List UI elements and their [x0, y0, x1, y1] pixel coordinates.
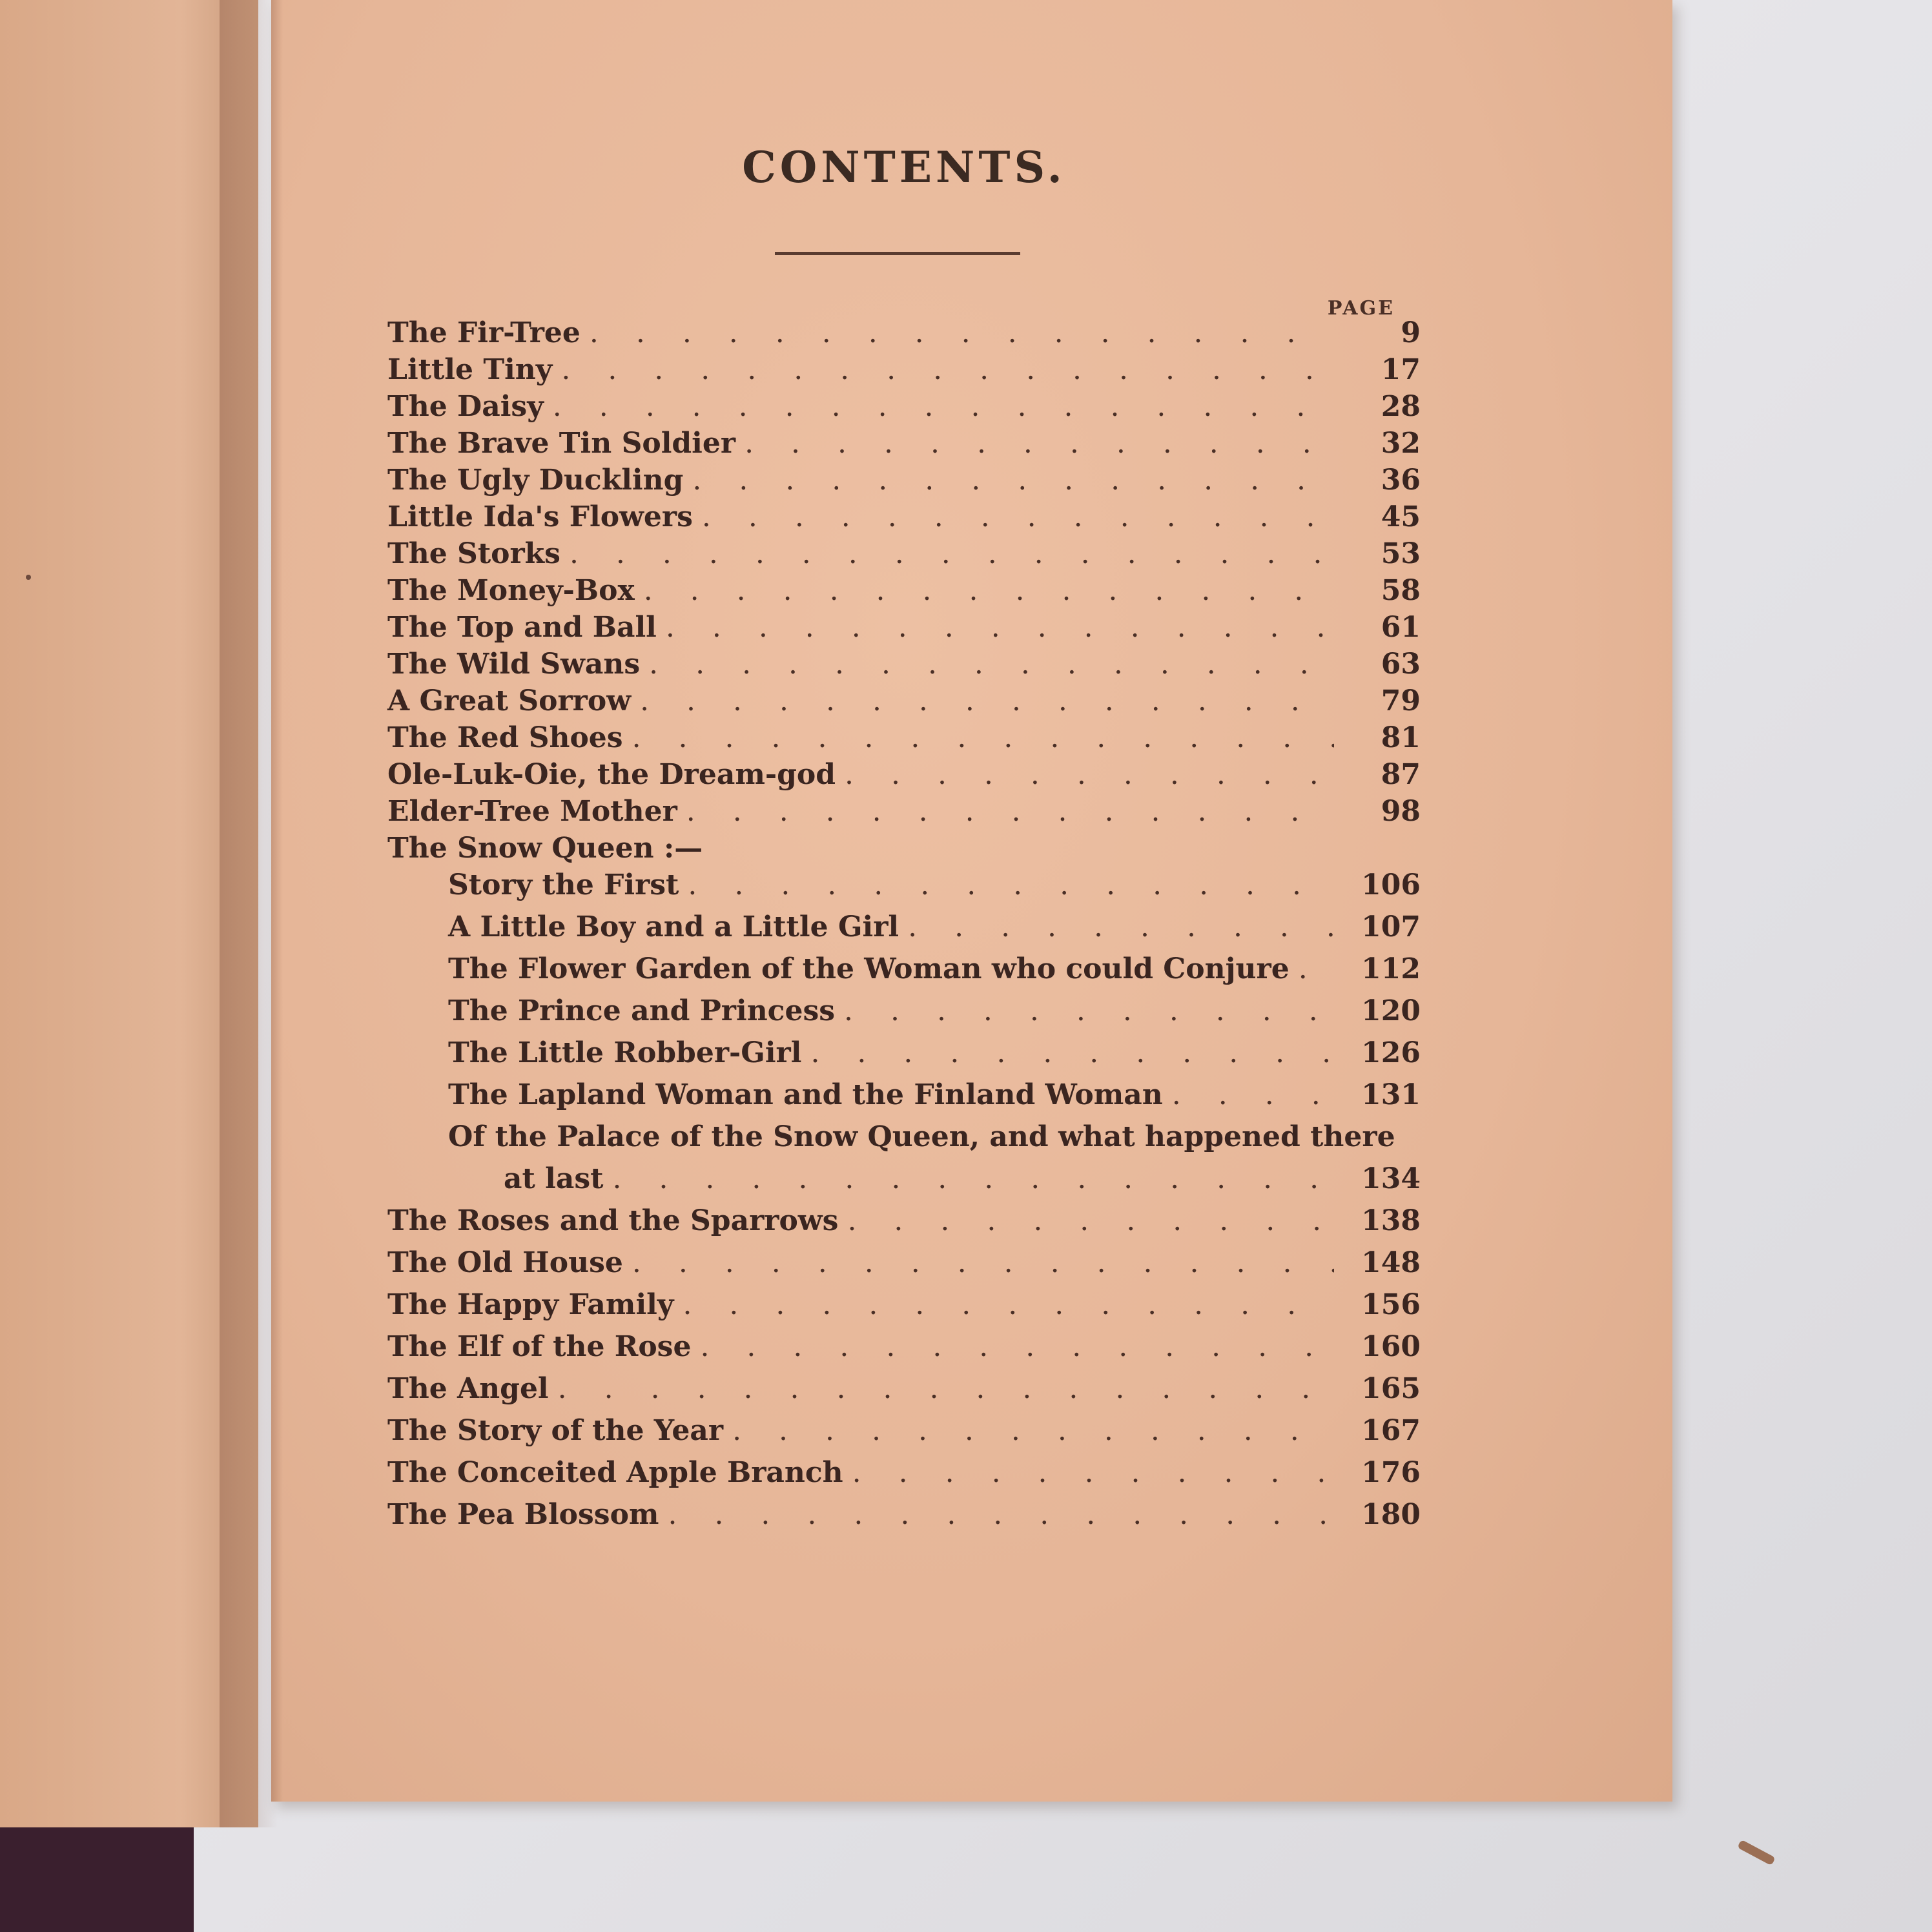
toc-entry	[387, 648, 1421, 684]
toc-page: 126	[1361, 1036, 1421, 1069]
leader-dots	[561, 353, 1334, 386]
toc-title: The Money-Box	[387, 574, 635, 607]
toc-title: The Flower Garden of the Woman who could Conjure	[448, 952, 1290, 985]
toc-entry	[387, 574, 1421, 611]
toc-title: A Great Sorrow	[387, 684, 632, 717]
toc-page: 79	[1381, 684, 1421, 717]
leader-dots	[700, 1330, 1334, 1363]
toc-title: The Lapland Woman and the Finland Woman	[448, 1078, 1163, 1111]
toc-section-heading	[387, 832, 1421, 868]
toc-title: The Brave Tin Soldier	[387, 427, 736, 460]
paper-speck	[26, 575, 31, 580]
leader-dots	[702, 500, 1334, 533]
toc-title: The Fir-Tree	[387, 316, 581, 349]
leader-dots	[847, 1204, 1334, 1237]
toc-page: 63	[1381, 648, 1421, 681]
toc-title: Elder-Tree Mother	[387, 795, 677, 828]
leader-dots	[745, 427, 1334, 460]
leader-dots	[632, 1246, 1334, 1279]
toc-entry	[387, 500, 1421, 537]
toc-entry	[387, 464, 1421, 500]
toc-subentry	[387, 910, 1421, 952]
leader-dots	[666, 611, 1334, 644]
toc-title: The Story of the Year	[387, 1414, 724, 1447]
toc-entry	[387, 611, 1421, 648]
leader-dots	[553, 390, 1334, 423]
toc-page: 156	[1361, 1288, 1421, 1321]
toc-page: 61	[1381, 611, 1421, 644]
toc-subentry	[387, 952, 1421, 994]
toc-page: 112	[1361, 952, 1421, 985]
toc-page: 32	[1381, 427, 1421, 460]
toc-title: The Ugly Duckling	[387, 464, 684, 497]
toc-entry	[387, 721, 1421, 758]
leader-dots	[845, 758, 1334, 791]
toc-entry	[387, 1456, 1421, 1498]
toc-title: The Conceited Apple Branch	[387, 1456, 843, 1489]
toc-page: 98	[1381, 795, 1421, 828]
toc-title: The Old House	[387, 1246, 623, 1279]
toc-title: Ole-Luk-Oie, the Dream-god	[387, 758, 836, 791]
toc-entry	[387, 1498, 1421, 1540]
toc-title: The Elf of the Rose	[387, 1330, 692, 1363]
contents-block	[349, 142, 1459, 1601]
toc-entry	[387, 353, 1421, 390]
leader-dots	[688, 868, 1334, 901]
leader-dots	[852, 1456, 1334, 1489]
toc-page: 160	[1361, 1330, 1421, 1363]
toc-page: 134	[1361, 1162, 1421, 1195]
leader-dots	[683, 1288, 1334, 1321]
leader-dots	[640, 684, 1334, 717]
toc-page: 165	[1361, 1372, 1421, 1405]
toc-entry	[387, 1414, 1421, 1456]
toc-title: The Daisy	[387, 390, 544, 423]
leader-dots	[1299, 952, 1334, 985]
toc-page: 120	[1361, 994, 1421, 1027]
toc-title: The Angel	[387, 1372, 549, 1405]
toc-title: The Pea Blossom	[387, 1498, 659, 1531]
toc-page: 81	[1381, 721, 1421, 754]
toc-entry	[387, 427, 1421, 464]
toc-title: The Top and Ball	[387, 611, 657, 644]
toc-page: 148	[1361, 1246, 1421, 1279]
toc-subentry	[387, 868, 1421, 910]
toc-subentry	[387, 1120, 1421, 1162]
toc-page: 36	[1381, 464, 1421, 497]
leader-dots	[1172, 1078, 1334, 1111]
toc-subentry	[387, 994, 1421, 1036]
toc-entry	[387, 758, 1421, 795]
toc-subentry	[387, 1036, 1421, 1078]
toc-page: 107	[1361, 910, 1421, 943]
leader-dots	[810, 1036, 1334, 1069]
leader-dots	[908, 910, 1334, 943]
leader-dots	[649, 648, 1334, 681]
toc-page: 106	[1361, 868, 1421, 901]
toc-page: 167	[1361, 1414, 1421, 1447]
toc-title: The Happy Family	[387, 1288, 674, 1321]
toc-page: 180	[1361, 1498, 1421, 1531]
toc-title: The Wild Swans	[387, 648, 641, 681]
toc-entry	[387, 1372, 1421, 1414]
toc-entry	[387, 1288, 1421, 1330]
page-crease	[271, 0, 283, 1802]
toc-entry	[387, 1246, 1421, 1288]
leader-dots	[844, 994, 1334, 1027]
toc-title: Little Tiny	[387, 353, 553, 386]
toc-entry	[387, 316, 1421, 353]
toc-entry	[387, 795, 1421, 832]
toc-entry	[387, 1204, 1421, 1246]
toc-list	[387, 316, 1421, 1540]
toc-title: The Red Shoes	[387, 721, 623, 754]
leader-dots	[732, 1414, 1334, 1447]
toc-title: The Snow Queen :—	[387, 832, 703, 865]
toc-subentry-continued	[387, 1162, 1421, 1204]
toc-title: at last	[504, 1162, 604, 1195]
toc-page: 17	[1381, 353, 1421, 386]
leader-dots	[570, 537, 1334, 570]
toc-title: Of the Palace of the Snow Queen, and what happened there	[448, 1120, 1395, 1153]
toc-page: 176	[1361, 1456, 1421, 1489]
leader-dots	[668, 1498, 1334, 1531]
toc-entry	[387, 684, 1421, 721]
contents-heading: CONTENTS.	[742, 142, 1066, 192]
leader-dots	[686, 795, 1334, 828]
toc-entry	[387, 537, 1421, 574]
leader-dots	[644, 574, 1334, 607]
toc-page: 58	[1381, 574, 1421, 607]
leader-dots	[692, 464, 1334, 497]
toc-title: Little Ida's Flowers	[387, 500, 693, 533]
toc-title: The Little Robber-Girl	[448, 1036, 802, 1069]
toc-page: 28	[1381, 390, 1421, 423]
toc-subentry	[387, 1078, 1421, 1120]
toc-title: The Prince and Princess	[448, 994, 836, 1027]
toc-page: 9	[1401, 316, 1421, 349]
toc-entry	[387, 390, 1421, 427]
leader-dots	[558, 1372, 1334, 1405]
toc-page: 87	[1381, 758, 1421, 791]
toc-title: The Roses and the Sparrows	[387, 1204, 839, 1237]
toc-page: 53	[1381, 537, 1421, 570]
heading-rule	[775, 252, 1020, 255]
page-column-label: PAGE	[1327, 297, 1395, 320]
toc-title: The Storks	[387, 537, 560, 570]
book-gutter	[220, 0, 278, 1827]
toc-page: 131	[1361, 1078, 1421, 1111]
leader-dots	[612, 1162, 1334, 1195]
toc-title: A Little Boy and a Little Girl	[448, 910, 899, 943]
toc-title: Story the First	[448, 868, 679, 901]
toc-page: 138	[1361, 1204, 1421, 1237]
toc-entry	[387, 1330, 1421, 1372]
leader-dots	[590, 316, 1334, 349]
leader-dots	[632, 721, 1334, 754]
toc-page: 45	[1381, 500, 1421, 533]
